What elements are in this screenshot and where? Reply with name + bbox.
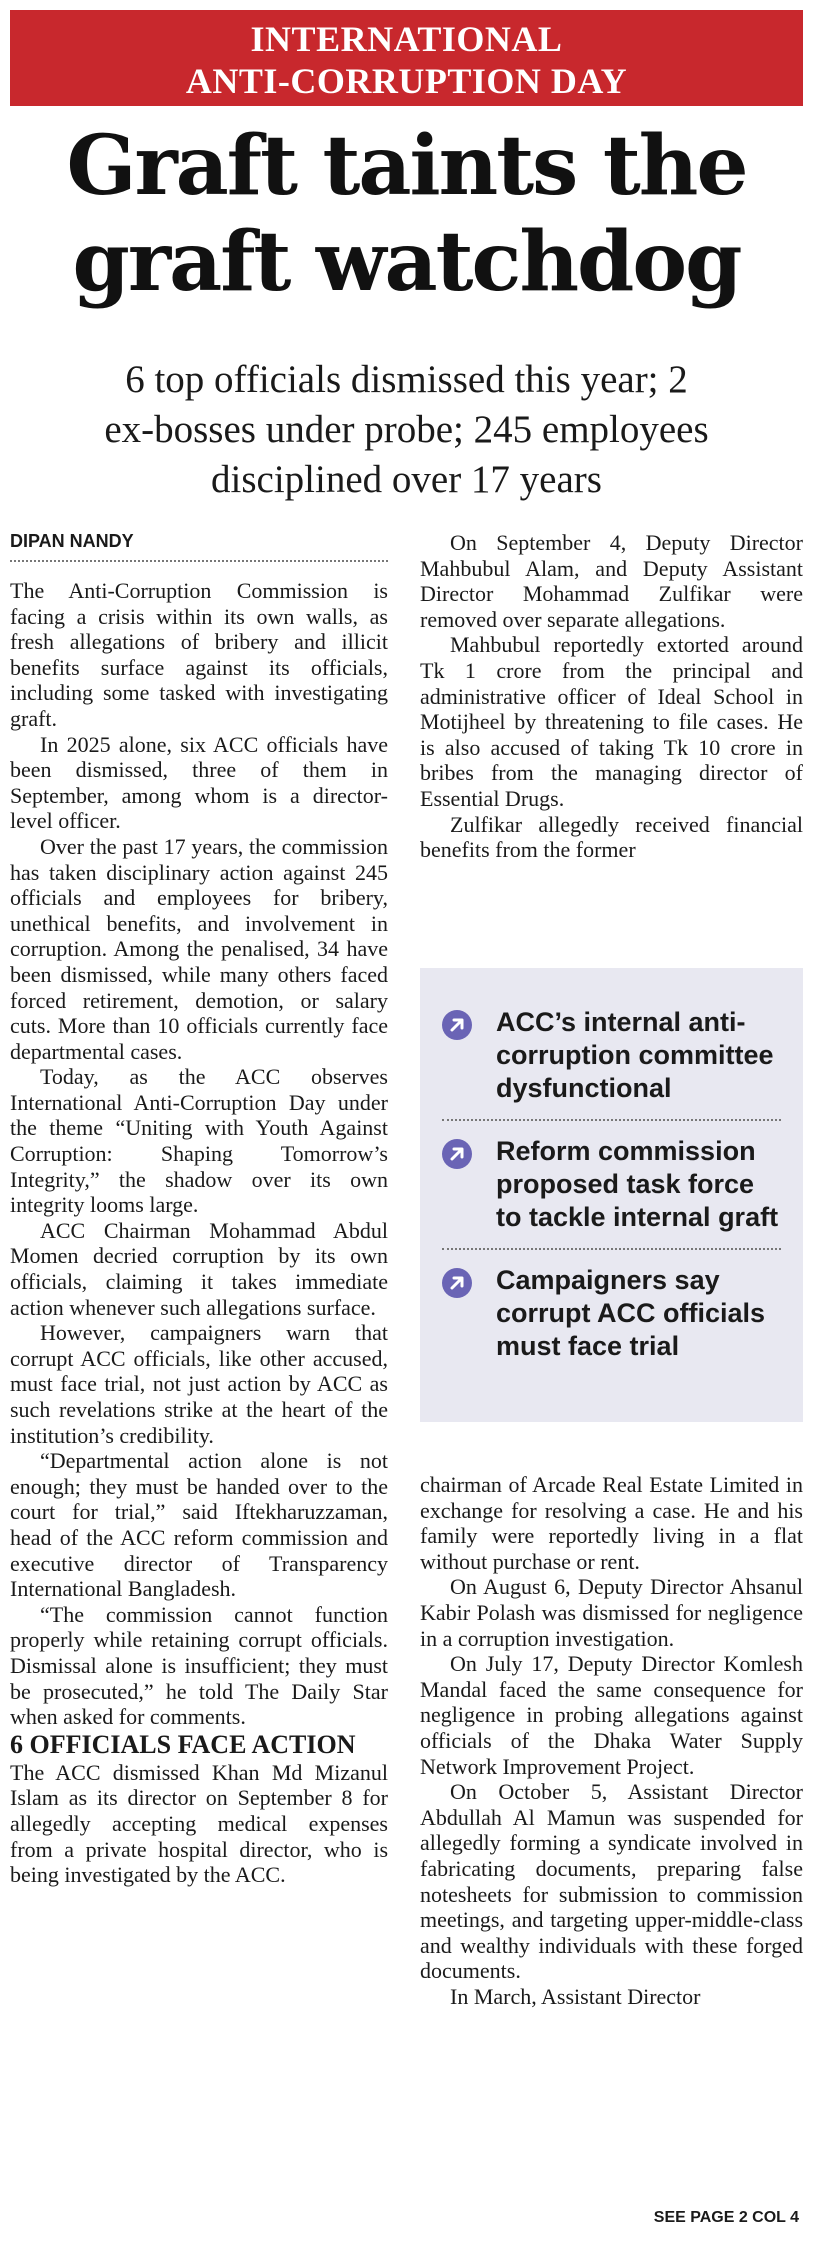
banner-line-2: ANTI-CORRUPTION DAY: [185, 61, 628, 101]
subhead-line-3: disciplined over 17 years: [211, 458, 602, 501]
paragraph: However, campaigners warn that corrupt ACC officials, like other accused, must face trial, not just action by ACC as such revelations strike at the heart of the institution’s credibility.: [10, 1320, 388, 1448]
paragraph: ACC Chairman Mohammad Abdul Momen decried corruption by its own officials, claiming it takes immediate action whenever such allegations surface.: [10, 1217, 388, 1320]
paragraph: On October 5, Assistant Director Abdullah Al Mamun was suspended for allegedly forming a syndicate involved in fabricating documents, preparing false notesheets for submission to commission meetings, and targeting upper-middle-class and wealthy individuals with these forged documents.: [420, 1779, 803, 1984]
pull-quote-text: Campaigners say corrupt ACC officials must face trial: [496, 1265, 766, 1361]
paragraph: Over the past 17 years, the commission has taken disciplinary action against 245 officials and employees for bribery, unethical benefits, and involvement in corruption. Among the penalised, 34 have been dismissed, while many others faced forced retirement, demotion, or salary cuts. More than 10 officials currently face departmental cases.: [10, 833, 388, 1064]
paragraph: Today, as the ACC observes International Anti-Corruption Day under the theme “Uniting with Youth Against Corruption: Shaping Tomorrow’s Integrity,” the shadow over its own integrity looms large.: [10, 1064, 388, 1218]
article-column-1: [10, 578, 388, 1888]
pull-quote-item: [442, 1119, 781, 1248]
article-column-2: [420, 530, 803, 863]
paragraph: “The commission cannot function properly while retaining corrupt officials. Dismissal alone is insufficient; they must be prosecuted,” he told The Daily Star when asked for comments.: [10, 1601, 388, 1730]
pull-quote-text: Reform commission proposed task force to tackle internal graft: [496, 1136, 779, 1232]
paragraph: In March, Assistant Director: [450, 1983, 701, 2009]
paragraph: The ACC dismissed Khan Md Mizanul Islam as its director on September 8 for allegedly accepting medical expenses from a private hospital director, who is being investigated by the ACC.: [10, 1759, 388, 1888]
paragraph: In 2025 alone, six ACC officials have been dismissed, three of them in September, among whom is a director-level officer.: [10, 731, 388, 834]
pull-quote-text: ACC’s internal anti-corruption committee dysfunctional: [496, 1007, 774, 1103]
paragraph: Mahbubul reportedly extorted around Tk 1 crore from the principal and administrative officer of Ideal School in Motijheel by threatening to file cases. He is also accused of taking Tk 10 crore in bribes from the managing director of Essential Drugs.: [420, 632, 803, 811]
banner-line-1: INTERNATIONAL: [250, 19, 563, 59]
subheadline: [20, 355, 793, 505]
section-heading: 6 OFFICIALS FACE ACTION: [10, 1729, 356, 1759]
paragraph: On September 4, Deputy Director Mahbubul Alam, and Deputy Assistant Director Mohammad Zulfikar were removed over separate allegations.: [420, 530, 803, 632]
headline: [0, 118, 813, 310]
arrow-circle-icon: [442, 1139, 472, 1169]
article-column-3: [420, 1472, 803, 2009]
paragraph: “Departmental action alone is not enough; they must be handed over to the court for trial,” said Iftekharuzzaman, head of the ACC reform commission and executive director of Transparency International Bangladesh.: [10, 1448, 388, 1602]
headline-line-2: graft watchdog: [72, 214, 741, 310]
section-banner: [10, 10, 803, 106]
paragraph: chairman of Arcade Real Estate Limited in exchange for resolving a case. He and his family were reportedly living in a flat without purchase or rent.: [420, 1472, 803, 1574]
paragraph: On July 17, Deputy Director Komlesh Mandal faced the same consequence for negligence in probing allegations against officials of the Dhaka Water Supply Network Improvement Project.: [420, 1651, 803, 1779]
arrow-circle-icon: [442, 1010, 472, 1040]
paragraph: The Anti-Corruption Commission is facing a crisis within its own walls, as fresh allegations of bribery and illicit benefits surface against its officials, including some tasked with investigating graft.: [10, 578, 388, 731]
headline-line-1: Graft taints the: [66, 118, 747, 214]
pull-quote-item: [442, 996, 781, 1119]
subhead-line-2: ex-bosses under probe; 245 employees: [104, 408, 709, 451]
paragraph: On August 6, Deputy Director Ahsanul Kabir Polash was dismissed for negligence in a corruption investigation.: [420, 1574, 803, 1651]
arrow-circle-icon: [442, 1268, 472, 1298]
subhead-line-1: 6 top officials dismissed this year; 2: [125, 358, 688, 401]
pull-quote-item: [442, 1248, 781, 1377]
continuation-note: SEE PAGE 2 COL 4: [653, 2209, 799, 2226]
paragraph: Zulfikar allegedly received financial benefits from the former: [420, 811, 803, 863]
pull-quote-box: [420, 968, 803, 1422]
byline: DIPAN NANDY: [10, 530, 388, 562]
